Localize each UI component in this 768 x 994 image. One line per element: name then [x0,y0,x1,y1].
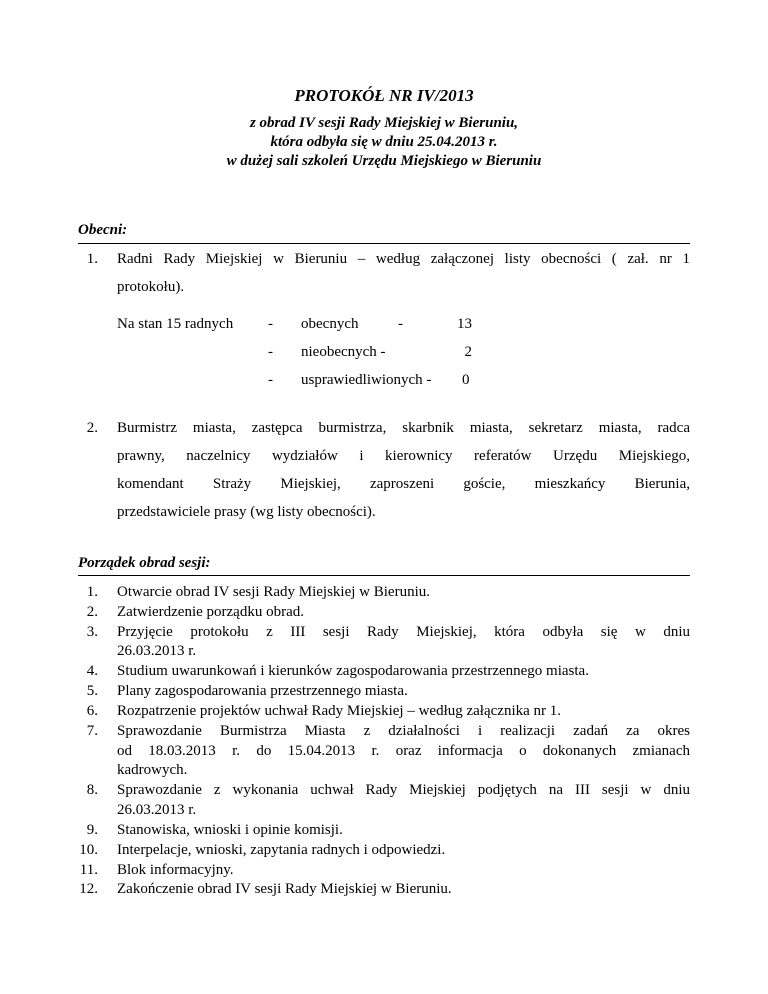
agenda-item-text: Otwarcie obrad IV sesji Rady Miejskiej w Bieruniu. [117,584,430,600]
agenda-item-number: 4. [86,663,98,679]
agenda-item-text: kadrowych. [117,762,188,778]
agenda-item-number: 10. [79,842,98,858]
agenda-item-number: 1. [86,584,98,600]
obecni-divider [78,243,690,244]
agenda-item-number: 8. [86,782,98,798]
agenda-item-text: Blok informacyjny. [117,862,234,878]
row-label: usprawiedliwionych - [301,372,432,388]
agenda-item-number: 3. [86,624,98,640]
agenda-item-text: od 18.03.2013 r. do 15.04.2013 r. oraz informacja o dokonanych zmianach [117,743,690,759]
obecni-heading: Obecni: [78,222,128,238]
agenda-item-number: 12. [79,881,98,897]
obecni-item-2-line-3: komendant Straży Miejskiej, zaproszeni goście, mieszkańcy Bierunia, [117,476,690,492]
row-label: nieobecnych - [301,344,386,360]
row-value: 2 [464,344,472,360]
agenda-item-text: 26.03.2013 r. [117,643,197,659]
agenda-item-number: 11. [79,862,98,878]
agenda-item-text: 26.03.2013 r. [117,802,197,818]
row-value: 13 [457,316,472,332]
agenda-item-text: Przyjęcie protokołu z III sesji Rady Miejskiej, która odbyła się w dniu [117,624,690,640]
subtitle-line-1: z obrad IV sesji Rady Miejskiej w Bieruniu, [249,115,519,131]
agenda-item-text: Zakończenie obrad IV sesji Rady Miejskiej w Bieruniu. [117,881,452,897]
obecni-item-2-line-4: przedstawiciele prasy (wg listy obecności). [117,504,376,520]
obecni-item-1-line-1: Radni Rady Miejskiej w Bieruniu – według załączonej listy obecności ( zał. nr 1 [117,251,690,267]
obecni-item-1-number: 1. [86,251,98,267]
obecni-item-1-line-2: protokołu). [117,279,185,295]
stan-label: Na stan 15 radnych [117,316,234,332]
agenda-item-number: 6. [86,703,98,719]
agenda-item-text: Plany zagospodarowania przestrzennego miasta. [117,683,408,699]
agenda-item-text: Studium uwarunkowań i kierunków zagospodarowania przestrzennego miasta. [117,663,589,679]
agenda-item-number: 7. [86,723,98,739]
agenda-divider [78,575,690,576]
document-title: PROTOKÓŁ NR IV/2013 [294,86,474,105]
agenda-item-number: 5. [86,683,98,699]
row-dash: - [268,316,273,332]
row-dash: - [268,372,273,388]
obecni-item-2-number: 2. [86,420,98,436]
agenda-item-text: Stanowiska, wnioski i opinie komisji. [117,822,343,838]
agenda-item-text: Interpelacje, wnioski, zapytania radnych i odpowiedzi. [117,842,446,858]
row-label: obecnych [301,316,359,332]
agenda-item-text: Sprawozdanie z wykonania uchwał Rady Miejskiej podjętych na III sesji w dniu [117,782,690,798]
row-value: 0 [462,372,470,388]
subtitle-line-3: w dużej sali szkoleń Urzędu Miejskiego w Bieruniu [226,153,542,169]
agenda-item-text: Zatwierdzenie porządku obrad. [117,604,304,620]
agenda-item-text: Sprawozdanie Burmistrza Miasta z działalności i realizacji zadań za okres [117,723,690,739]
agenda-item-number: 2. [86,604,98,620]
obecni-item-2-line-2: prawny, naczelnicy wydziałów i kierownicy referatów Urzędu Miejskiego, [117,448,690,464]
row-separator: - [398,316,403,332]
agenda-item-text: Rozpatrzenie projektów uchwał Rady Miejskiej – według załącznika nr 1. [117,703,562,719]
obecni-item-2-line-1: Burmistrz miasta, zastępca burmistrza, skarbnik miasta, sekretarz miasta, radca [117,420,690,436]
subtitle-line-2: która odbyła się w dniu 25.04.2013 r. [270,134,498,150]
row-dash: - [268,344,273,360]
agenda-heading: Porządek obrad sesji: [78,555,211,571]
agenda-item-number: 9. [86,822,98,838]
